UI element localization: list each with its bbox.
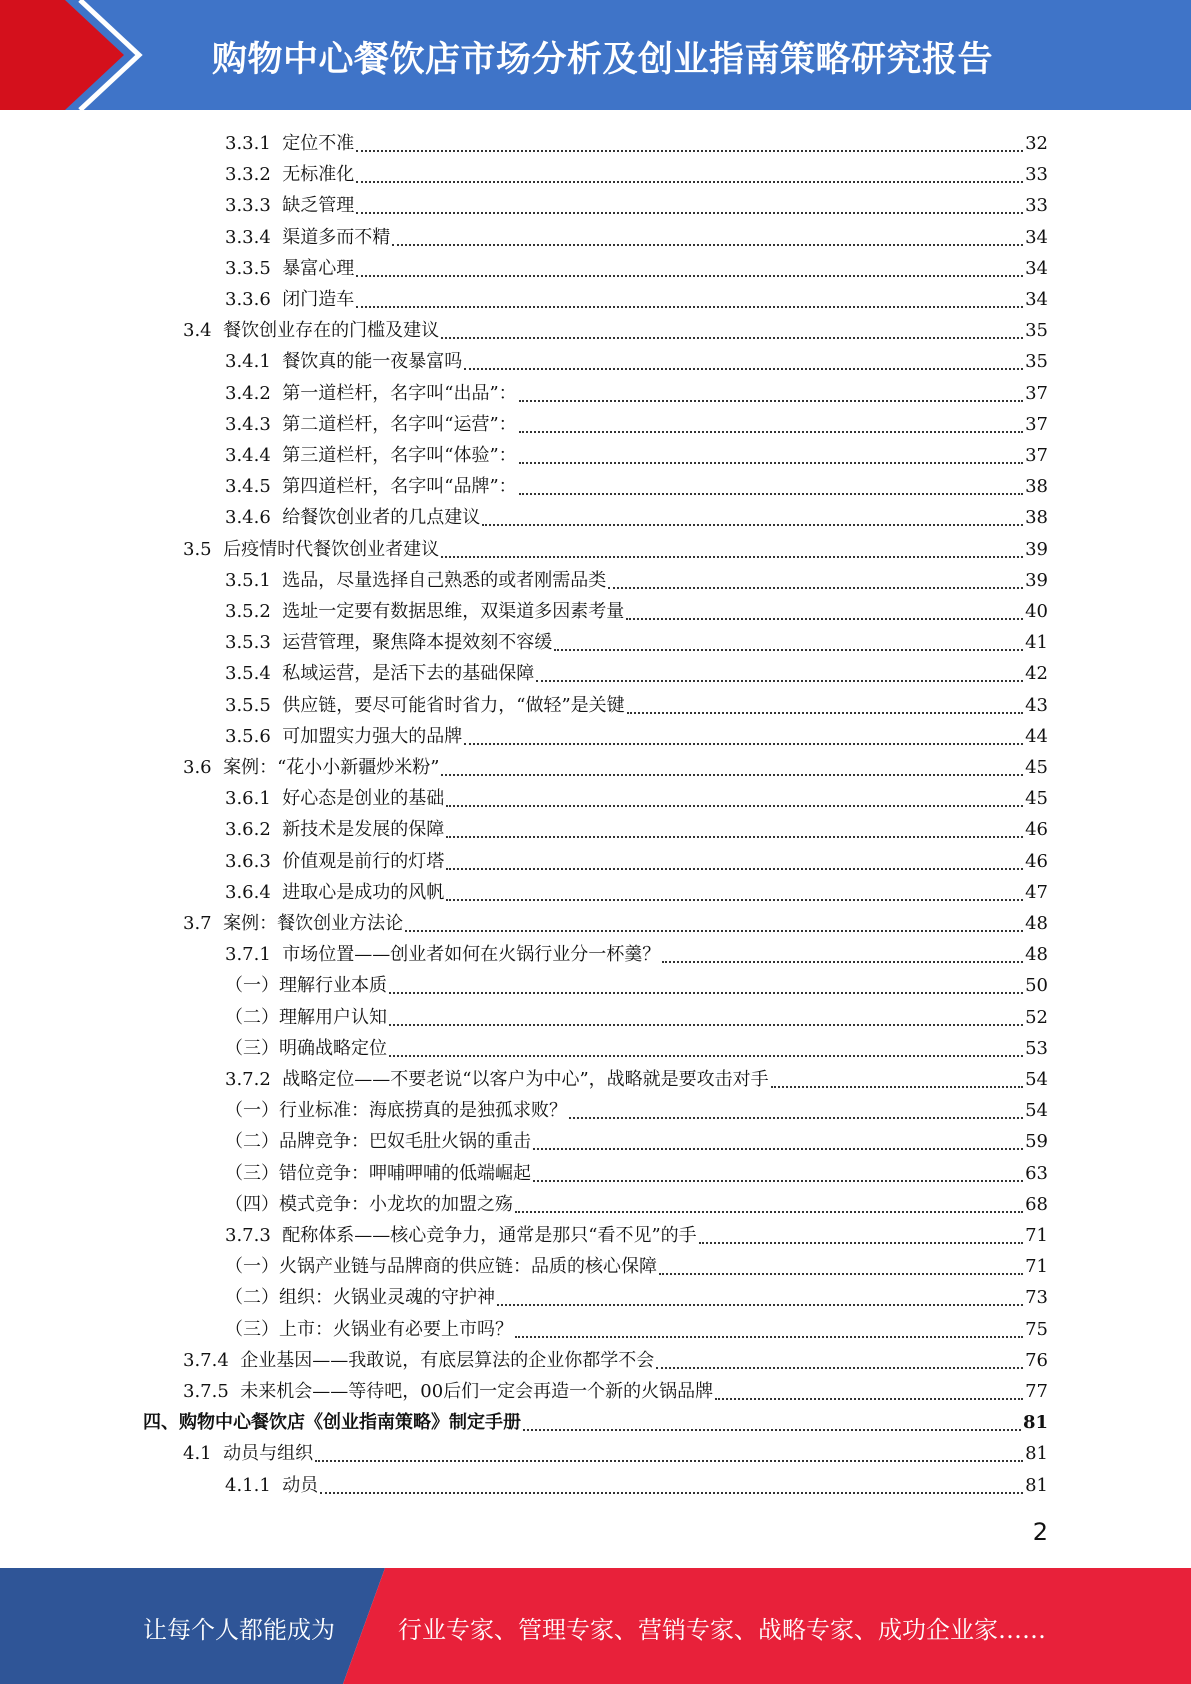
toc-entry[interactable] (225, 222, 1048, 253)
toc-entry[interactable] (225, 1095, 1048, 1126)
toc-dot-leader (389, 1002, 1023, 1033)
toc-entry-number: 3.4.5 (225, 476, 283, 498)
toc-entry-page: 33 (1025, 164, 1048, 186)
toc-entry-title: 战略定位——不要老说“以客户为中心”，战略就是要攻击对手 (282, 1069, 769, 1090)
toc-entry-page: 33 (1025, 195, 1048, 217)
toc-entry-number: 3.7.5 (183, 1381, 241, 1402)
toc-entry-title: 可加盟实力强大的品牌 (282, 725, 463, 747)
page-footer (0, 1568, 1191, 1684)
toc-entry-page: 48 (1025, 913, 1048, 934)
toc-entry-page: 37 (1025, 382, 1048, 404)
toc-dot-leader (356, 190, 1023, 221)
toc-entry-number: 3.4.6 (225, 507, 283, 529)
toc-entry-title: 案例：“花小小新疆炒米粉” (223, 757, 440, 778)
toc-entry[interactable] (183, 1345, 1048, 1376)
toc-entry-title: 定位不准 (282, 133, 355, 154)
toc-entry-title: 暴富心理 (282, 257, 355, 279)
toc-entry-title: 运营管理，聚焦降本提效刻不容缓 (282, 632, 553, 654)
toc-entry[interactable] (225, 284, 1048, 315)
toc-entry-page: 76 (1025, 1349, 1048, 1371)
toc-entry-number: 3.3.6 (225, 289, 283, 310)
toc-dot-leader (441, 752, 1023, 783)
toc-entry-number: 3.5.1 (225, 569, 283, 591)
toc-entry-page: 38 (1025, 476, 1048, 498)
toc-entry-page: 47 (1025, 881, 1048, 903)
toc-entry-title: 供应链，要尽可能省时省力，“做轻”是关键 (282, 694, 625, 716)
toc-entry-title: （四）模式竞争：小龙坎的加盟之殇 (225, 1193, 513, 1215)
toc-entry-number: 3.5.4 (225, 663, 283, 685)
toc-entry-page: 81 (1025, 1474, 1048, 1496)
toc-entry-number: 3.5 (183, 538, 224, 560)
toc-entry[interactable] (225, 1251, 1048, 1282)
toc-entry-number: 3.3.1 (225, 133, 283, 154)
toc-entry-page: 75 (1025, 1318, 1048, 1340)
toc-dot-leader (771, 1064, 1023, 1095)
toc-entry-page: 54 (1025, 1100, 1048, 1122)
toc-entry-title: 新技术是发展的保障 (282, 819, 445, 841)
toc-entry[interactable] (225, 378, 1048, 409)
toc-entry[interactable] (183, 534, 1048, 565)
toc-dot-leader (523, 1407, 1021, 1438)
toc-dot-leader (392, 222, 1023, 253)
report-title: 购物中心餐饮店市场分析及创业指南策略研究报告 (212, 40, 994, 80)
toc-entry-title: 无标准化 (282, 164, 355, 186)
toc-entry[interactable] (225, 658, 1048, 689)
toc-entry-title: （三）错位竞争：呷哺呷哺的低端崛起 (225, 1162, 531, 1184)
toc-entry-page: 44 (1025, 725, 1048, 747)
toc-dot-leader (699, 1220, 1023, 1251)
toc-dot-leader (356, 253, 1023, 284)
toc-entry-number: 3.7.4 (183, 1349, 241, 1371)
toc-entry[interactable] (225, 565, 1048, 596)
toc-entry-page: 50 (1025, 975, 1048, 997)
toc-entry-page: 32 (1025, 133, 1048, 154)
toc-entry-page: 54 (1025, 1069, 1048, 1090)
toc-entry-page: 43 (1025, 694, 1048, 716)
toc-entry-number: 3.7.1 (225, 944, 283, 966)
toc-entry-page: 81 (1022, 1412, 1048, 1434)
toc-entry-title: 渠道多而不精 (282, 226, 391, 248)
toc-dot-leader (446, 877, 1023, 908)
toc-entry[interactable] (225, 1033, 1048, 1064)
toc-entry-number: 3.6.1 (225, 788, 283, 810)
toc-entry-title: 第三道栏杆，名字叫“体验”： (282, 445, 517, 466)
toc-dot-leader (441, 534, 1023, 565)
toc-entry[interactable] (225, 690, 1048, 721)
toc-dot-leader (519, 378, 1023, 409)
toc-entry-number: 3.3.3 (225, 195, 283, 217)
toc-dot-leader (389, 970, 1023, 1001)
toc-entry-page: 37 (1025, 445, 1048, 466)
toc-entry-title: （一）火锅产业链与品牌商的供应链：品质的核心保障 (225, 1256, 657, 1278)
toc-entry[interactable] (225, 1314, 1048, 1345)
toc-entry-title: （二）品牌竞争：巴奴毛肚火锅的重击 (225, 1131, 531, 1153)
toc-dot-leader (515, 1189, 1023, 1220)
toc-entry-number: 3.7.2 (225, 1069, 283, 1090)
footer-slogan-left: 让每个人都能成为 (143, 1616, 335, 1644)
toc-dot-leader (515, 1314, 1023, 1345)
toc-dot-leader (569, 1095, 1023, 1126)
toc-entry-number: 3.6 (183, 757, 224, 778)
toc-entry-page: 68 (1025, 1193, 1048, 1215)
toc-entry[interactable] (183, 908, 1048, 939)
toc-entry-title: 缺乏管理 (282, 195, 355, 217)
toc-entry-page: 48 (1025, 944, 1048, 966)
toc-entry-title: 配称体系——核心竞争力，通常是那只“看不见”的手 (282, 1225, 697, 1246)
toc-entry[interactable] (225, 1470, 1048, 1501)
toc-entry[interactable] (183, 752, 1048, 783)
toc-dot-leader (519, 440, 1023, 471)
toc-entry[interactable] (225, 346, 1048, 377)
toc-entry-page: 40 (1025, 601, 1048, 622)
toc-dot-leader (497, 1282, 1023, 1313)
toc-dot-leader (405, 908, 1023, 939)
toc-entry[interactable] (225, 970, 1048, 1001)
toc-entry-number: 3.4.2 (225, 382, 283, 404)
toc-dot-leader (715, 1376, 1023, 1407)
toc-entry-page: 39 (1025, 569, 1048, 591)
toc-entry[interactable] (225, 190, 1048, 221)
toc-entry-title: 选品，尽量选择自己熟悉的或者刚需品类 (282, 569, 607, 591)
toc-dot-leader (356, 284, 1023, 315)
toc-dot-leader (659, 1251, 1023, 1282)
toc-entry-title: （一）行业标准：海底捞真的是独孤求败？ (225, 1100, 567, 1122)
toc-entry-title: 动员 (282, 1474, 319, 1496)
toc-entry-page: 73 (1025, 1287, 1048, 1309)
page-header (0, 0, 1191, 110)
toc-dot-leader (533, 1158, 1023, 1189)
toc-entry[interactable] (225, 846, 1048, 877)
toc-entry[interactable] (225, 409, 1048, 440)
toc-dot-leader (446, 846, 1023, 877)
toc-entry-title: 第一道栏杆，名字叫“出品”： (282, 382, 517, 404)
toc-dot-leader (464, 346, 1023, 377)
toc-dot-leader (554, 627, 1023, 658)
toc-entry-number: 3.5.6 (225, 725, 283, 747)
toc-entry-title: 后疫情时代餐饮创业者建议 (223, 538, 440, 560)
toc-entry-number: 3.3.4 (225, 226, 283, 248)
toc-entry[interactable] (225, 1158, 1048, 1189)
toc-entry[interactable] (225, 128, 1048, 159)
toc-entry-title: 企业基因——我敢说，有底层算法的企业你都学不会 (240, 1349, 655, 1371)
toc-dot-leader (536, 658, 1023, 689)
toc-dot-leader (320, 1470, 1023, 1501)
toc-entry-page: 38 (1025, 507, 1048, 529)
toc-entry[interactable] (225, 1189, 1048, 1220)
toc-entry-title: 餐饮真的能一夜暴富吗 (282, 351, 463, 373)
toc-entry-page: 81 (1025, 1443, 1048, 1465)
toc-entry-page: 34 (1025, 257, 1048, 279)
toc-entry-title: 第四道栏杆，名字叫“品牌”： (282, 476, 517, 498)
toc-entry[interactable] (225, 877, 1048, 908)
toc-entry[interactable] (225, 1002, 1048, 1033)
toc-entry-title: 未来机会——等待吧，00后们一定会再造一个新的火锅品牌 (240, 1381, 714, 1402)
toc-entry-title: 进取心是成功的风帆 (282, 881, 445, 903)
toc-entry-number: 3.7.3 (225, 1225, 283, 1246)
toc-dot-leader (441, 315, 1023, 346)
toc-dot-leader (519, 409, 1023, 440)
toc-entry-page: 45 (1025, 757, 1048, 778)
toc-entry-page: 35 (1025, 320, 1048, 342)
toc-dot-leader (482, 502, 1023, 533)
toc-entry-number: 3.3.2 (225, 164, 283, 186)
toc-dot-leader (389, 1033, 1023, 1064)
toc-entry[interactable] (225, 440, 1048, 471)
toc-entry-title: （二）理解用户认知 (225, 1006, 387, 1028)
toc-dot-leader (627, 690, 1023, 721)
toc-entry-number: 3.4.4 (225, 445, 283, 466)
toc-entry-number: 3.7 (183, 913, 224, 934)
toc-dot-leader (464, 721, 1023, 752)
toc-entry-number: 3.3.5 (225, 257, 283, 279)
toc-entry-number: 4.1 (183, 1443, 224, 1465)
toc-entry[interactable] (225, 721, 1048, 752)
toc-entry-title: 私域运营，是活下去的基础保障 (282, 663, 535, 685)
toc-entry-page: 71 (1025, 1256, 1048, 1278)
toc-entry-title: 市场位置——创业者如何在火锅行业分一杯羹？ (282, 944, 661, 966)
toc-entry-page: 37 (1025, 413, 1048, 435)
toc-entry-number: 3.5.3 (225, 632, 283, 654)
toc-dot-leader (446, 783, 1023, 814)
toc-dot-leader (608, 565, 1023, 596)
toc-entry-page: 59 (1025, 1131, 1048, 1153)
toc-dot-leader (356, 128, 1023, 159)
toc-entry-page: 46 (1025, 819, 1048, 841)
toc-dot-leader (446, 814, 1023, 845)
toc-entry-page: 46 (1025, 850, 1048, 872)
toc-entry-page: 41 (1025, 632, 1048, 654)
toc-entry-page: 34 (1025, 226, 1048, 248)
toc-entry-title: （二）组织：火锅业灵魂的守护神 (225, 1287, 495, 1309)
toc-entry-number: 3.4 (183, 320, 224, 342)
toc-entry-title: （三）上市：火锅业有必要上市吗？ (225, 1318, 513, 1340)
toc-entry[interactable] (225, 939, 1048, 970)
toc-dot-leader (662, 939, 1023, 970)
toc-entry[interactable] (225, 627, 1048, 658)
toc-entry-page: 35 (1025, 351, 1048, 373)
toc-entry[interactable] (183, 315, 1048, 346)
toc-entry-number: 3.4.3 (225, 413, 283, 435)
toc-entry[interactable] (225, 253, 1048, 284)
toc-entry-page: 45 (1025, 788, 1048, 810)
toc-entry-page: 53 (1025, 1037, 1048, 1059)
toc-entry[interactable] (225, 783, 1048, 814)
toc-entry-title: 四、购物中心餐饮店《创业指南策略》制定手册 (143, 1412, 521, 1434)
toc-entry-title: （三）明确战略定位 (225, 1037, 387, 1059)
toc-entry-page: 77 (1025, 1381, 1048, 1402)
toc-entry-page: 71 (1025, 1225, 1048, 1246)
toc-entry-number: 3.4.1 (225, 351, 283, 373)
toc-dot-leader (519, 471, 1023, 502)
toc-entry-title: 动员与组织 (223, 1443, 314, 1465)
toc-entry-page: 34 (1025, 289, 1048, 310)
toc-entry-page: 52 (1025, 1006, 1048, 1028)
toc-entry-page: 42 (1025, 663, 1048, 685)
toc-entry-number: 3.5.2 (225, 601, 283, 622)
toc-entry-number: 3.6.4 (225, 881, 283, 903)
toc-entry-title: （一）理解行业本质 (225, 975, 387, 997)
toc-entry[interactable] (183, 1438, 1048, 1469)
toc-entry-title: 餐饮创业存在的门槛及建议 (223, 320, 440, 342)
toc-entry-title: 给餐饮创业者的几点建议 (282, 507, 481, 529)
toc-entry[interactable] (225, 596, 1048, 627)
toc-dot-leader (356, 159, 1023, 190)
toc-entry[interactable] (225, 1282, 1048, 1313)
toc-entry[interactable] (225, 159, 1048, 190)
toc-entry-title: 第二道栏杆，名字叫“运营”： (282, 413, 517, 435)
toc-entry[interactable] (225, 502, 1048, 533)
toc-entry-number: 3.6.3 (225, 850, 283, 872)
toc-dot-leader (533, 1126, 1023, 1157)
toc-entry-number: 3.6.2 (225, 819, 283, 841)
toc-dot-leader (315, 1438, 1023, 1469)
page-number: 2 (1032, 1518, 1048, 1546)
toc-entry-title: 闭门造车 (282, 289, 355, 310)
toc-entry-title: 价值观是前行的灯塔 (282, 850, 445, 872)
toc-entry-page: 39 (1025, 538, 1048, 560)
toc-entry-title: 案例：餐饮创业方法论 (223, 913, 404, 934)
toc-entry-title: 好心态是创业的基础 (282, 788, 445, 810)
footer-slogan-right: 行业专家、管理专家、营销专家、战略专家、成功企业家…… (398, 1616, 1046, 1644)
toc-entry[interactable] (225, 1220, 1048, 1251)
header-arrow-decoration (0, 0, 160, 110)
toc-entry-number: 3.5.5 (225, 694, 283, 716)
toc-entry-number: 4.1.1 (225, 1474, 283, 1496)
toc-dot-leader (656, 1345, 1023, 1376)
toc-entry[interactable] (225, 1126, 1048, 1157)
toc-entry-title: 选址一定要有数据思维，双渠道多因素考量 (282, 601, 625, 622)
toc-entry[interactable] (225, 1064, 1048, 1095)
toc-entry[interactable] (183, 1376, 1048, 1407)
toc-entry-page: 63 (1025, 1162, 1048, 1184)
toc-dot-leader (626, 596, 1023, 627)
toc-entry[interactable] (225, 814, 1048, 845)
toc-entry[interactable] (225, 471, 1048, 502)
toc-entry[interactable] (143, 1407, 1048, 1438)
